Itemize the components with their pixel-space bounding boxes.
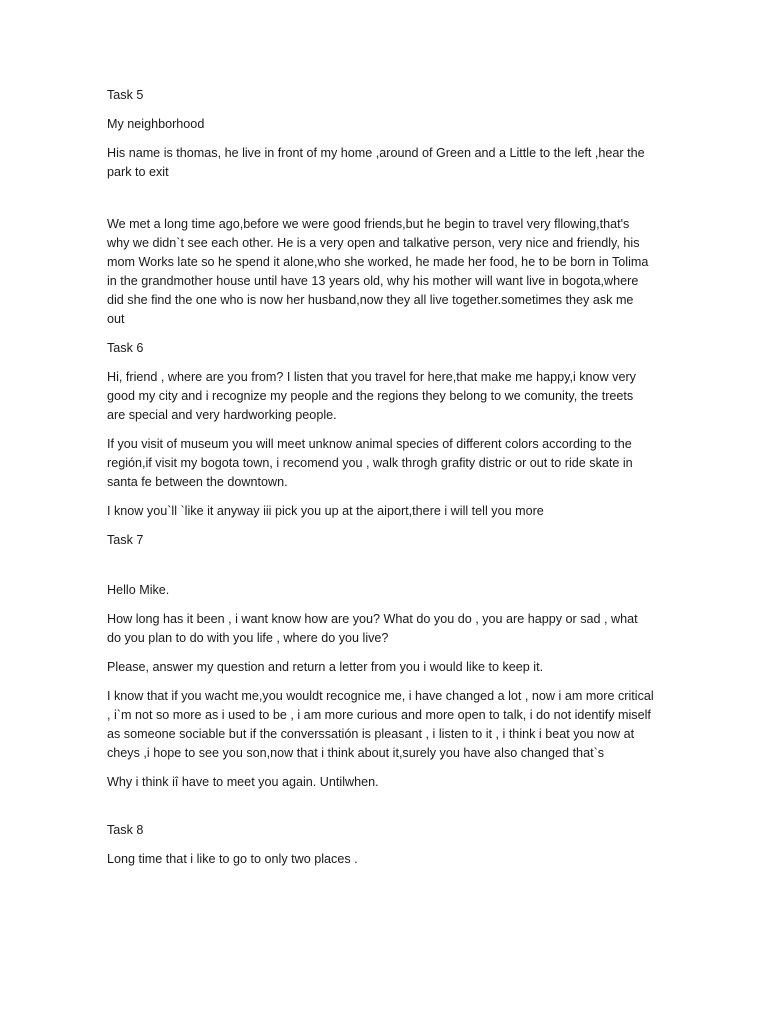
text-line: If you visit of museum you will meet unknow animal species of different colors according to the — [107, 437, 632, 451]
paragraph-thomas-intro — [107, 144, 667, 182]
text-line: out — [107, 312, 125, 326]
text-line: santa fe between the downtown. — [107, 475, 288, 489]
document-page — [107, 86, 667, 879]
text-line: as someone sociable but if the converssatión is pleasant , i listen to it , i think i beat you now at — [107, 727, 635, 741]
text-line: Hi, friend , where are you from? I listen that you travel for here,that make me happy,i know very — [107, 370, 636, 384]
text-line: región,if visit my bogota town, i recomend you , walk throgh grafity distric or out to ride skate in — [107, 456, 633, 470]
paragraph-two-places — [107, 850, 667, 869]
text-line: How long has it been , i want know how are you? What do you do , you are happy or sad , what — [107, 612, 638, 626]
paragraph-changes — [107, 687, 667, 763]
text-line: I know that if you wacht me,you wouldt recognice me, i have changed a lot , now i am more critical — [107, 689, 654, 703]
text-line: are special and very hardworking people. — [107, 408, 337, 422]
task-7-heading — [107, 531, 667, 550]
text-line: did she find the one who is now her husband,now they all live together.sometimes they ask me — [107, 293, 634, 307]
task-5-heading — [107, 86, 667, 105]
text-line: do you plan to do with you life , where do you live? — [107, 631, 389, 645]
paragraph-museum — [107, 435, 667, 492]
heading-text: Task 7 — [107, 533, 144, 547]
paragraph-questions — [107, 610, 667, 648]
text-line: park to exit — [107, 165, 169, 179]
task-6-heading — [107, 339, 667, 358]
text-line: Why i think iî have to meet you again. Untilwhen. — [107, 775, 379, 789]
paragraph-airport — [107, 502, 667, 521]
text-line: mom Works late so he spend it alone,who she worked, he made her food, he to be born in Tolima — [107, 255, 649, 269]
neighborhood-heading — [107, 115, 667, 134]
heading-text: Task 8 — [107, 823, 144, 837]
heading-text: Task 5 — [107, 88, 144, 102]
text-line: in the grandmother house until have 13 years old, why his mother will want live in bogota,where — [107, 274, 639, 288]
text-line: good my city and i recognize my people and the regions they belong to we comunity, the treets — [107, 389, 634, 403]
letter-greeting — [107, 581, 667, 600]
paragraph-request — [107, 658, 667, 677]
task-8-heading — [107, 821, 667, 840]
text-line: His name is thomas, he live in front of my home ,around of Green and a Little to the left ,hear the — [107, 146, 645, 160]
heading-text: Task 6 — [107, 341, 144, 355]
text-line: cheys ,i hope to see you son,now that i think about it,surely you have also changed that`s — [107, 746, 605, 760]
paragraph-greeting-friend — [107, 368, 667, 425]
heading-text: My neighborhood — [107, 117, 205, 131]
paragraph-closing — [107, 773, 667, 792]
text-line: Hello Mike. — [107, 583, 170, 597]
text-line: , i`m not so more as i used to be , i am more curious and more open to talk, i do not identify miself — [107, 708, 651, 722]
text-line: We met a long time ago,before we were good friends,but he begin to travel very fllowing,that's — [107, 217, 630, 231]
paragraph-friendship — [107, 215, 667, 329]
text-line: Please, answer my question and return a letter from you i would like to keep it. — [107, 660, 544, 674]
text-line: Long time that i like to go to only two places . — [107, 852, 358, 866]
text-line: I know you`ll `like it anyway iii pick you up at the aiport,there i will tell you more — [107, 504, 544, 518]
text-line: why we didn`t see each other. He is a very open and talkative person, very nice and friendly, his — [107, 236, 640, 250]
